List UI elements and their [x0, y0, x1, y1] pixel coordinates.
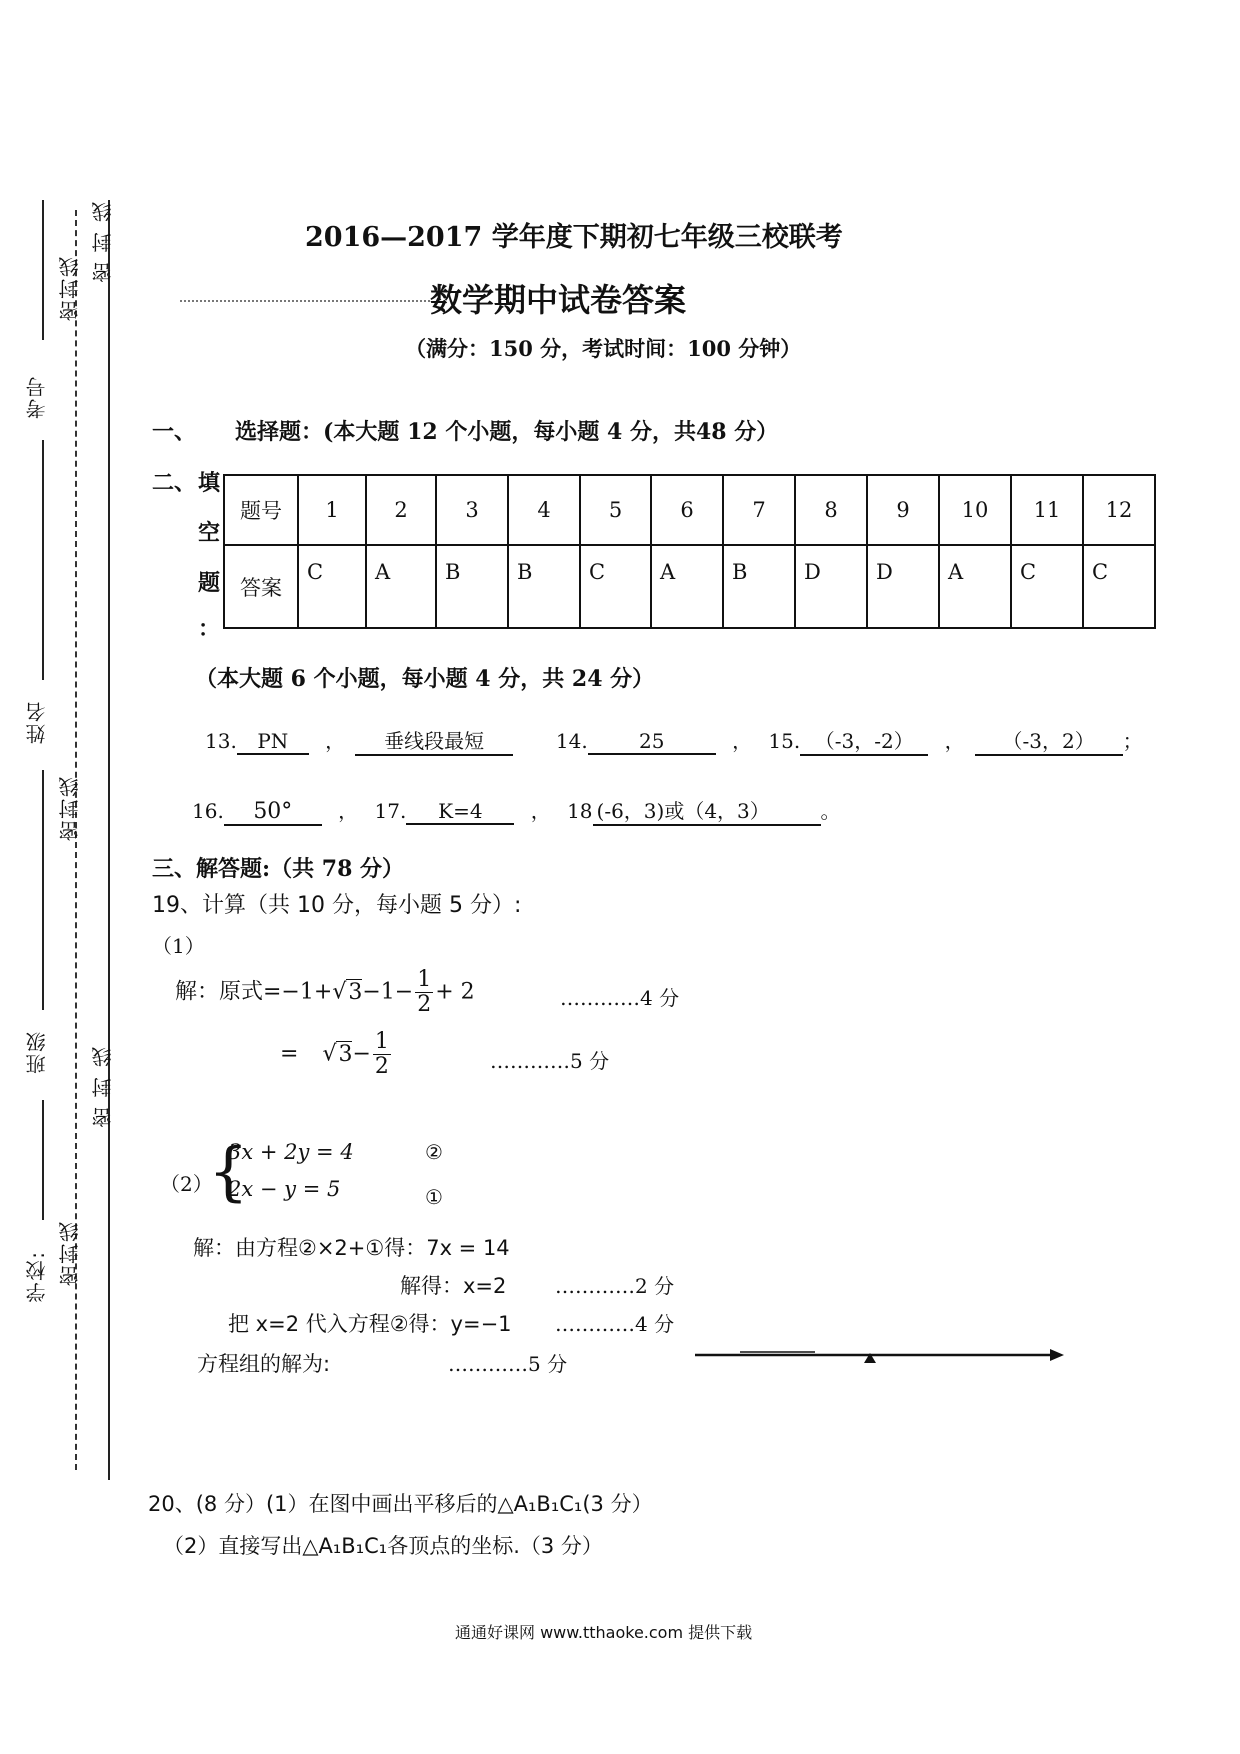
school-label: 学校: — [25, 1250, 49, 1303]
question-number: 15. — [768, 729, 801, 753]
table-cell: 7 — [723, 475, 795, 545]
answer-blank: 50° — [224, 799, 322, 826]
table-header-cell: 题号 — [224, 475, 298, 545]
arrow-line-figure — [690, 1340, 1070, 1370]
seal-line-label: 密 封 线 — [91, 200, 115, 283]
exam-number-label: 考号 — [25, 375, 49, 419]
part-label: （2） — [160, 1172, 213, 1196]
table-cell: 6 — [651, 475, 723, 545]
question-heading: （2）直接写出△A₁B₁C₁各顶点的坐标.（3 分） — [163, 1534, 603, 1558]
solution-line: 方程组的解为: — [197, 1352, 331, 1376]
solution-line: 解：原式=−1+√3−1− $\frac{1}{2}$ + 2 — [175, 967, 475, 1018]
answer-blank: 垂线段最短 — [355, 725, 513, 756]
equation: 2x − y = 5 — [228, 1177, 341, 1201]
solution-line: 解：由方程②×2+①得：7x = 14 — [193, 1236, 510, 1260]
score-marker: …………2 分 — [555, 1274, 675, 1298]
score-marker: …………5 分 — [448, 1352, 568, 1376]
document-title: 数学期中试卷答案 — [430, 281, 687, 319]
answer-blank: （-3，-2） — [800, 725, 928, 756]
section-char: ： — [198, 616, 221, 642]
table-cell: 5 — [580, 475, 651, 545]
part-label: （1） — [152, 934, 205, 958]
table-cell: D — [867, 545, 939, 628]
table-cell: D — [795, 545, 867, 628]
seal-line-label: 密封线 — [58, 775, 82, 841]
table-cell: A — [939, 545, 1011, 628]
question-heading: 19、计算（共 10 分，每小题 5 分）: — [152, 893, 522, 918]
brace: { — [208, 1135, 249, 1209]
section-number: 二、 — [152, 470, 197, 496]
table-cell: B — [508, 545, 580, 628]
question-number: 17. — [374, 799, 407, 823]
equation: 3x + 2y = 4 — [228, 1140, 354, 1164]
exam-title: 2016—2017 学年度下期初七年级三校联考 — [305, 222, 843, 253]
fill-answers-row: 16. 50° ， 17. K=4 ， 18 (-6，3)或（4，3） 。 — [192, 795, 841, 826]
answer-blank: （-3，2） — [975, 725, 1123, 756]
table-cell: A — [366, 545, 436, 628]
table-cell: 8 — [795, 475, 867, 545]
solution-line: 把 x=2 代入方程②得：y=−1 — [228, 1312, 512, 1336]
seal-line-label: 密 封 线 — [91, 1045, 115, 1128]
class-label: 班级 — [25, 1030, 49, 1074]
margin-line-outer — [42, 200, 44, 340]
exam-subtitle: （满分：150 分，考试时间：100 分钟） — [405, 336, 802, 361]
dotted-rule — [180, 300, 430, 302]
question-number: 14. — [555, 729, 588, 753]
margin-line-outer — [42, 440, 44, 680]
table-cell: B — [436, 545, 508, 628]
table-row — [224, 475, 1155, 545]
table-row — [224, 545, 1155, 628]
answer-blank: K=4 — [406, 799, 514, 825]
margin-line-outer — [42, 770, 44, 1010]
section-heading: 选择题：(本大题 12 个小题，每小题 4 分，共48 分） — [235, 419, 779, 445]
seal-line-label: 密封线 — [58, 1220, 82, 1286]
section-char: 题 — [198, 570, 221, 596]
table-cell: 11 — [1011, 475, 1083, 545]
section-char: 空 — [198, 520, 221, 546]
solution-line: = √3− $\frac{1}{2}$ — [280, 1029, 389, 1080]
equation-marker: ① — [425, 1185, 443, 1209]
section-number: 一、 — [152, 419, 197, 445]
table-cell: C — [1011, 545, 1083, 628]
question-heading: 20、(8 分）(1）在图中画出平移后的△A₁B₁C₁(3 分） — [148, 1492, 653, 1516]
table-cell: 4 — [508, 475, 580, 545]
name-label: 姓名 — [25, 700, 49, 744]
score-marker: …………4 分 — [560, 986, 680, 1010]
question-number: 13. — [205, 729, 237, 753]
table-cell: 2 — [366, 475, 436, 545]
table-cell: 1 — [298, 475, 366, 545]
table-cell: C — [580, 545, 651, 628]
answer-blank: 25 — [588, 729, 716, 755]
score-marker: …………4 分 — [555, 1312, 675, 1336]
section-note: （本大题 6 个小题，每小题 4 分，共 24 分） — [195, 666, 655, 692]
answer-blank: (-6，3)或（4，3） — [593, 795, 821, 826]
table-cell: B — [723, 545, 795, 628]
table-cell: 10 — [939, 475, 1011, 545]
equation-marker: ② — [425, 1140, 443, 1164]
table-cell: 3 — [436, 475, 508, 545]
seal-line-label: 密封线 — [58, 255, 82, 321]
table-cell: 9 — [867, 475, 939, 545]
margin-line-outer — [42, 1100, 44, 1220]
table-cell: C — [1083, 545, 1155, 628]
solution-line: 解得：x=2 — [400, 1274, 507, 1298]
question-number: 18 — [567, 799, 593, 823]
answer-blank: PN — [237, 729, 309, 755]
section-heading: 三、解答题:（共 78 分） — [152, 856, 405, 882]
table-cell: A — [651, 545, 723, 628]
margin-line-inner — [108, 200, 110, 1480]
footer-text: 通通好课网 www.tthaoke.com 提供下载 — [455, 1623, 753, 1642]
table-header-cell: 答案 — [224, 545, 298, 628]
fill-answers-row: 13. PN ， 垂线段最短 14. 25 ， 15. （-3，-2） ， （-3，2） ； — [205, 725, 1143, 756]
table-cell: 12 — [1083, 475, 1155, 545]
section-char: 填 — [198, 470, 221, 496]
question-number: 16. — [192, 799, 224, 823]
score-marker: …………5 分 — [490, 1049, 610, 1073]
table-cell: C — [298, 545, 366, 628]
answer-table — [223, 474, 1156, 629]
